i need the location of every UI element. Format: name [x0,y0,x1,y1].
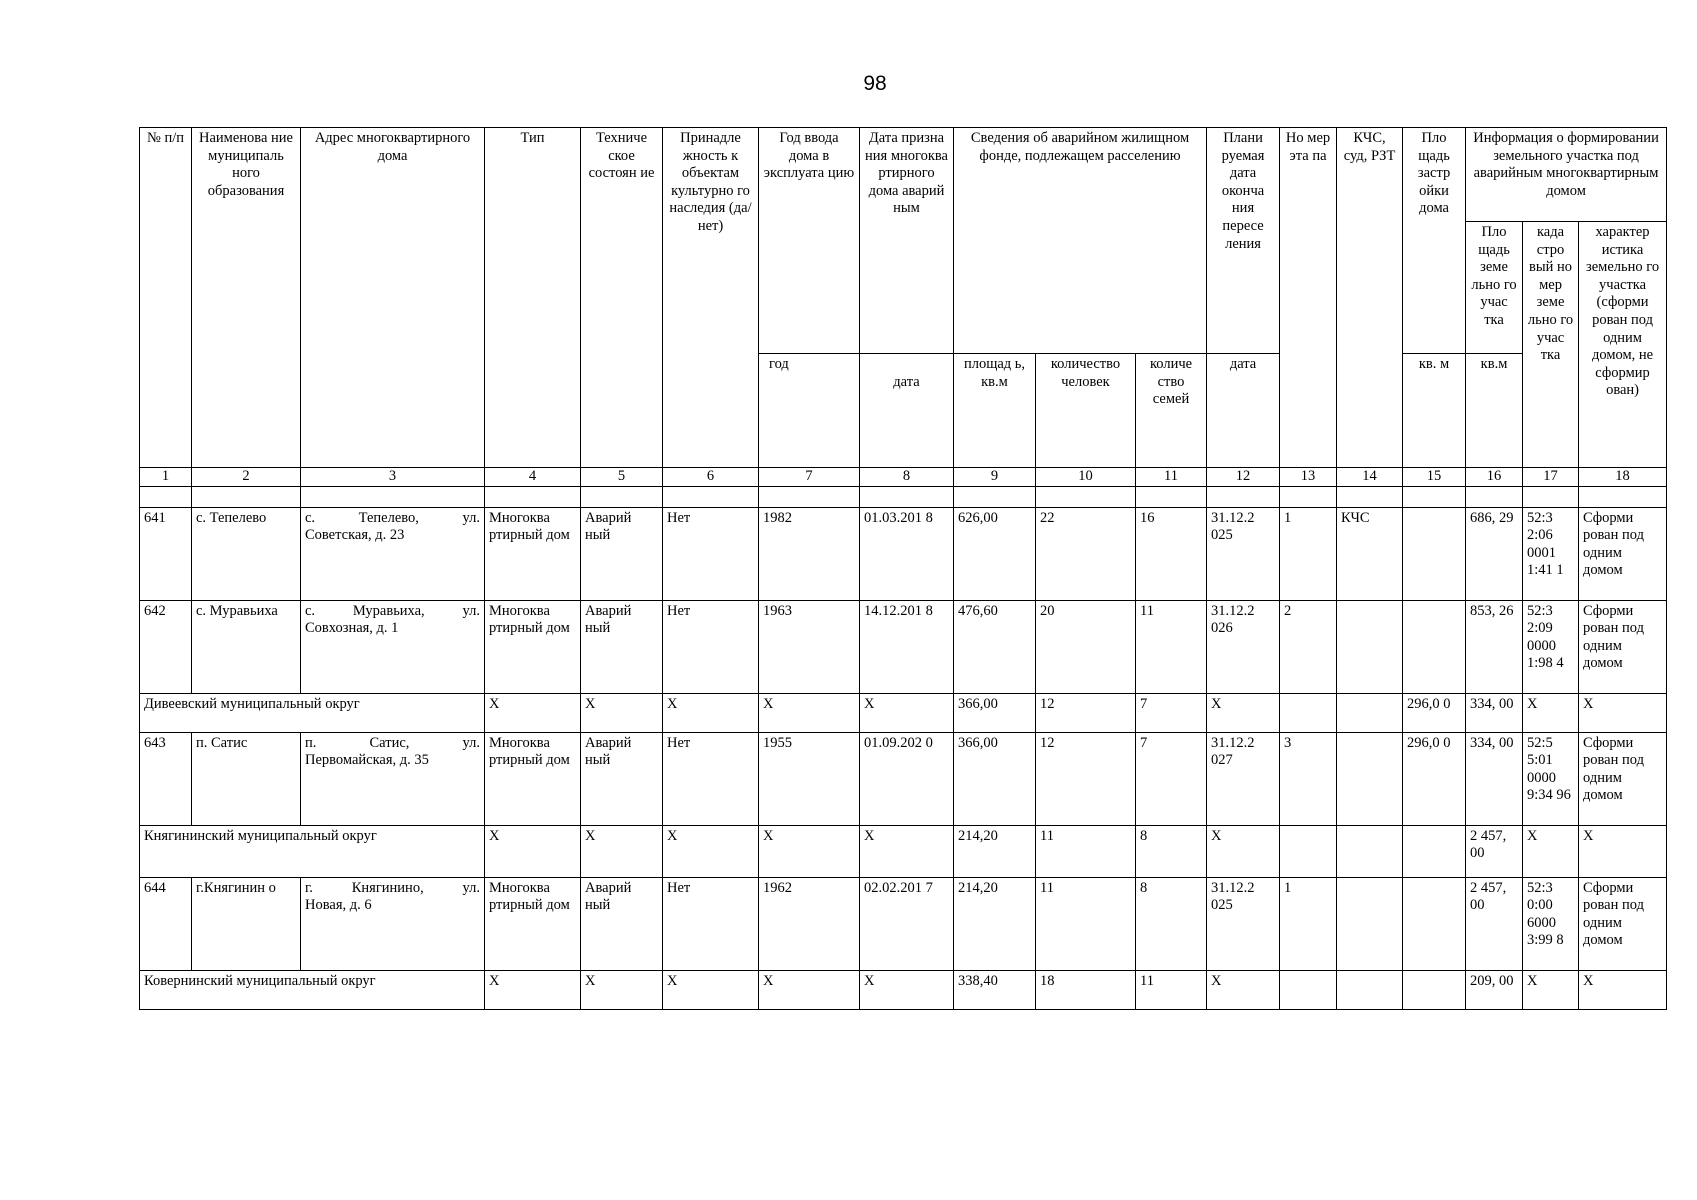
column-number: 8 [860,468,954,487]
header-col-num: № п/п [140,128,192,468]
stage-number [1280,825,1337,877]
planned-date: Х [1207,825,1280,877]
house-type: Х [485,970,581,1009]
column-number: 16 [1466,468,1523,487]
people-count: 20 [1036,600,1136,693]
build-area: 296,0 0 [1403,693,1466,732]
table-row [140,600,1667,693]
column-number: 12 [1207,468,1280,487]
summary-row [140,693,1667,732]
heritage-flag: Х [663,693,759,732]
unit-build-area: кв. м [1403,354,1466,468]
column-number: 13 [1280,468,1337,487]
summary-label: Дивеевский муниципальный округ [140,693,485,732]
heritage-flag: Нет [663,732,759,825]
kchs-flag [1337,693,1403,732]
unit-area: площад ь, кв.м [954,354,1036,468]
column-number: 3 [301,468,485,487]
kchs-flag: КЧС [1337,507,1403,600]
header-col-state: Техниче ское состоян ие [581,128,663,468]
planned-date: 31.12.2 025 [1207,507,1280,600]
house-type: Многоква ртирный дом [485,877,581,970]
cadastral-number: 52:3 2:06 0001 1:41 1 [1523,507,1579,600]
people-count: 18 [1036,970,1136,1009]
living-area: 476,60 [954,600,1036,693]
header-col-stage: Но мер эта па [1280,128,1337,468]
planned-date: 31.12.2 027 [1207,732,1280,825]
table-row [140,732,1667,825]
header-col-year: Год ввода дома в эксплуата цию [759,128,860,354]
land-characteristic: Сформи рован под одним домом [1579,507,1667,600]
house-address: с. Муравьиха, ул. Совхозная, д. 1 [301,600,485,693]
stage-number: 1 [1280,507,1337,600]
unit-land-area: кв.м [1466,354,1523,468]
people-count: 12 [1036,693,1136,732]
unit-families: количе ство семей [1136,354,1207,468]
land-characteristic: Х [1579,693,1667,732]
family-count: 8 [1136,825,1207,877]
row-number: 642 [140,600,192,693]
house-type: Многоква ртирный дом [485,600,581,693]
cadastral-number: Х [1523,825,1579,877]
unit-planned-date: дата [1207,354,1280,468]
tech-state: Х [581,693,663,732]
build-area [1403,507,1466,600]
family-count: 7 [1136,693,1207,732]
header-group-land-plot: Информация о формировании земельного участка под аварийным многоквартирным домом [1466,128,1667,222]
land-area: 2 457, 00 [1466,825,1523,877]
land-characteristic: Сформи рован под одним домом [1579,877,1667,970]
living-area: 366,00 [954,693,1036,732]
house-type: Х [485,693,581,732]
summary-row [140,825,1667,877]
column-number: 10 [1036,468,1136,487]
header-col-address: Адрес многоквартирного дома [301,128,485,468]
house-type: Многоква ртирный дом [485,507,581,600]
column-number: 15 [1403,468,1466,487]
spacer-row [140,486,1667,507]
house-type: Х [485,825,581,877]
header-col-heritage: Принадле жность к объектам культурно го наследия (да/нет) [663,128,759,468]
stage-number [1280,970,1337,1009]
planned-date: 31.12.2 025 [1207,877,1280,970]
land-characteristic: Сформи рован под одним домом [1579,732,1667,825]
heritage-flag: Х [663,970,759,1009]
stage-number: 2 [1280,600,1337,693]
land-area: 686, 29 [1466,507,1523,600]
commission-year: Х [759,693,860,732]
house-address: г. Княгинино, ул. Новая, д. 6 [301,877,485,970]
kchs-flag [1337,970,1403,1009]
cadastral-number: 52:5 5:01 0000 9:34 96 [1523,732,1579,825]
cadastral-number: Х [1523,693,1579,732]
people-count: 11 [1036,877,1136,970]
header-col-planned-date: Плани руемая дата оконча ния пересе ления [1207,128,1280,354]
house-address: п. Сатис, ул. Первомайская, д. 35 [301,732,485,825]
build-area [1403,825,1466,877]
commission-year: 1962 [759,877,860,970]
land-characteristic: Сформи рован под одним домом [1579,600,1667,693]
unit-year: год [759,354,860,468]
column-number: 6 [663,468,759,487]
stage-number: 1 [1280,877,1337,970]
land-characteristic: Х [1579,970,1667,1009]
commission-year: Х [759,825,860,877]
unit-people: количество человек [1036,354,1136,468]
column-number: 2 [192,468,301,487]
row-number: 641 [140,507,192,600]
planned-date: 31.12.2 026 [1207,600,1280,693]
stage-number: 3 [1280,732,1337,825]
family-count: 11 [1136,970,1207,1009]
header-col-kchs: КЧС, суд, РЗТ [1337,128,1403,468]
municipality-name: с. Тепелево [192,507,301,600]
heritage-flag: Нет [663,877,759,970]
living-area: 366,00 [954,732,1036,825]
header-col-build-area: Пло щадь застр ойки дома [1403,128,1466,354]
recognition-date: 01.03.201 8 [860,507,954,600]
recognition-date: 02.02.201 7 [860,877,954,970]
summary-label: Ковернинский муниципальный округ [140,970,485,1009]
column-number: 17 [1523,468,1579,487]
kchs-flag [1337,825,1403,877]
living-area: 214,20 [954,877,1036,970]
commission-year: 1955 [759,732,860,825]
column-number-row [140,468,1667,487]
family-count: 16 [1136,507,1207,600]
column-number: 1 [140,468,192,487]
people-count: 11 [1036,825,1136,877]
house-address: с. Тепелево, ул. Советская, д. 23 [301,507,485,600]
tech-state: Аварий ный [581,877,663,970]
column-number: 5 [581,468,663,487]
row-number: 644 [140,877,192,970]
tech-state: Аварий ный [581,600,663,693]
recognition-date: 01.09.202 0 [860,732,954,825]
header-col-cadastral: када стро вый но мер земе льно го учас тка [1523,222,1579,468]
heritage-flag: Нет [663,507,759,600]
municipality-name: г.Княгинин о [192,877,301,970]
tech-state: Аварий ный [581,732,663,825]
people-count: 12 [1036,732,1136,825]
column-number: 11 [1136,468,1207,487]
land-area: 334, 00 [1466,693,1523,732]
emergency-housing-table [139,127,1667,1010]
family-count: 8 [1136,877,1207,970]
header-col-name: Наименова ние муниципаль ного образования [192,128,301,468]
kchs-flag [1337,600,1403,693]
stage-number [1280,693,1337,732]
row-number: 643 [140,732,192,825]
heritage-flag: Х [663,825,759,877]
cadastral-number: 52:3 2:09 0000 1:98 4 [1523,600,1579,693]
land-area: 2 457, 00 [1466,877,1523,970]
land-area: 853, 26 [1466,600,1523,693]
planned-date: Х [1207,693,1280,732]
build-area: 296,0 0 [1403,732,1466,825]
house-type: Многоква ртирный дом [485,732,581,825]
recognition-date: Х [860,970,954,1009]
family-count: 7 [1136,732,1207,825]
header-row-top [140,128,1667,222]
land-area: 334, 00 [1466,732,1523,825]
table-row [140,507,1667,600]
family-count: 11 [1136,600,1207,693]
planned-date: Х [1207,970,1280,1009]
commission-year: 1982 [759,507,860,600]
summary-row [140,970,1667,1009]
column-number: 7 [759,468,860,487]
summary-label: Княгининский муниципальный округ [140,825,485,877]
people-count: 22 [1036,507,1136,600]
cadastral-number: 52:3 0:00 6000 3:99 8 [1523,877,1579,970]
living-area: 626,00 [954,507,1036,600]
tech-state: Х [581,825,663,877]
commission-year: 1963 [759,600,860,693]
municipality-name: с. Муравьиха [192,600,301,693]
page-number: 98 [863,72,887,95]
table-row [140,877,1667,970]
header-group-emergency-fund: Сведения об аварийном жилищном фонде, подлежащем расселению [954,128,1207,354]
build-area [1403,600,1466,693]
living-area: 214,20 [954,825,1036,877]
municipality-name: п. Сатис [192,732,301,825]
recognition-date: Х [860,693,954,732]
header-col-type: Тип [485,128,581,468]
column-number: 14 [1337,468,1403,487]
column-number: 18 [1579,468,1667,487]
build-area [1403,970,1466,1009]
land-area: 209, 00 [1466,970,1523,1009]
recognition-date: 14.12.201 8 [860,600,954,693]
land-characteristic: Х [1579,825,1667,877]
living-area: 338,40 [954,970,1036,1009]
column-number: 4 [485,468,581,487]
heritage-flag: Нет [663,600,759,693]
recognition-date: Х [860,825,954,877]
tech-state: Аварий ный [581,507,663,600]
kchs-flag [1337,732,1403,825]
column-number: 9 [954,468,1036,487]
header-col-land-area: Пло щадь земе льно го учас тка [1466,222,1523,354]
header-col-land-char: характер истика земельно го участка (сформи рован под одним домом, не сформир ован) [1579,222,1667,468]
kchs-flag [1337,877,1403,970]
unit-date: дата [860,354,954,468]
cadastral-number: Х [1523,970,1579,1009]
tech-state: Х [581,970,663,1009]
commission-year: Х [759,970,860,1009]
header-col-recognition-date: Дата призна ния многоква ртирного дома аварий ным [860,128,954,354]
build-area [1403,877,1466,970]
